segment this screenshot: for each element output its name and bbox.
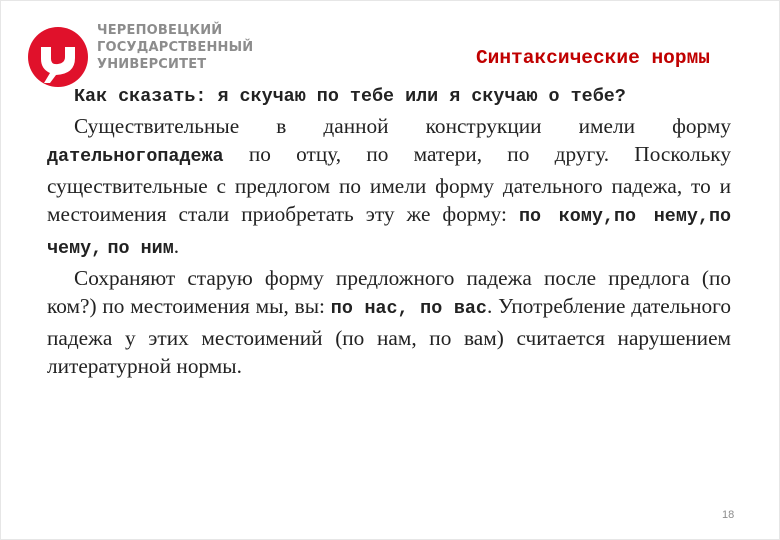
p2-text-2: . Употребление дательного падежа у этих местоимений (по нам, по вам) считается нарушением литературной нормы. (47, 294, 731, 379)
slide-title: Синтаксические нормы (475, 47, 710, 69)
p1-bold-dative: дательного (47, 146, 158, 168)
p2-text-1: Сохраняют старую форму предложного падежа после предлога (по ком?) по местоимения мы, вы: (47, 265, 731, 319)
p1-text-3: . (173, 233, 180, 258)
university-name-line-1: ЧЕРЕПОВЕЦКИЙ (97, 23, 223, 38)
university-name-line-2: ГОСУДАРСТВЕННЫЙ (97, 40, 254, 55)
p1-bold-po-chemu: по чему, (47, 206, 732, 259)
p1-text-1: Существительные в данной конструкции имели форму (74, 113, 731, 138)
page-number: 18 (722, 509, 735, 521)
university-logo-icon (27, 26, 89, 88)
slide-body (47, 80, 731, 381)
university-name (97, 22, 253, 73)
p1-bold-po-komu: по кому, (518, 206, 614, 228)
university-name-line-3: УНИВЕРСИТЕТ (97, 57, 207, 72)
question-paragraph (47, 80, 731, 112)
p1-bold-po-nim: по ним (107, 237, 174, 259)
paragraph-1 (47, 112, 731, 264)
paragraph-2 (47, 264, 731, 381)
p1-text-2: по отцу, по матери, по другу. Поскольку существительные с предлогом по имели форму дательного падежа, то и местоимения стали приобретать эту же форму: (47, 142, 731, 227)
question-text: Как сказать: я скучаю по тебе или я скучаю о тебе? (74, 86, 626, 107)
p1-bold-case: падежа (157, 146, 224, 168)
p2-bold-po-nas-po-vas: по нас, по вас (330, 298, 487, 320)
p1-bold-po-nemu: по нему, (613, 206, 709, 228)
